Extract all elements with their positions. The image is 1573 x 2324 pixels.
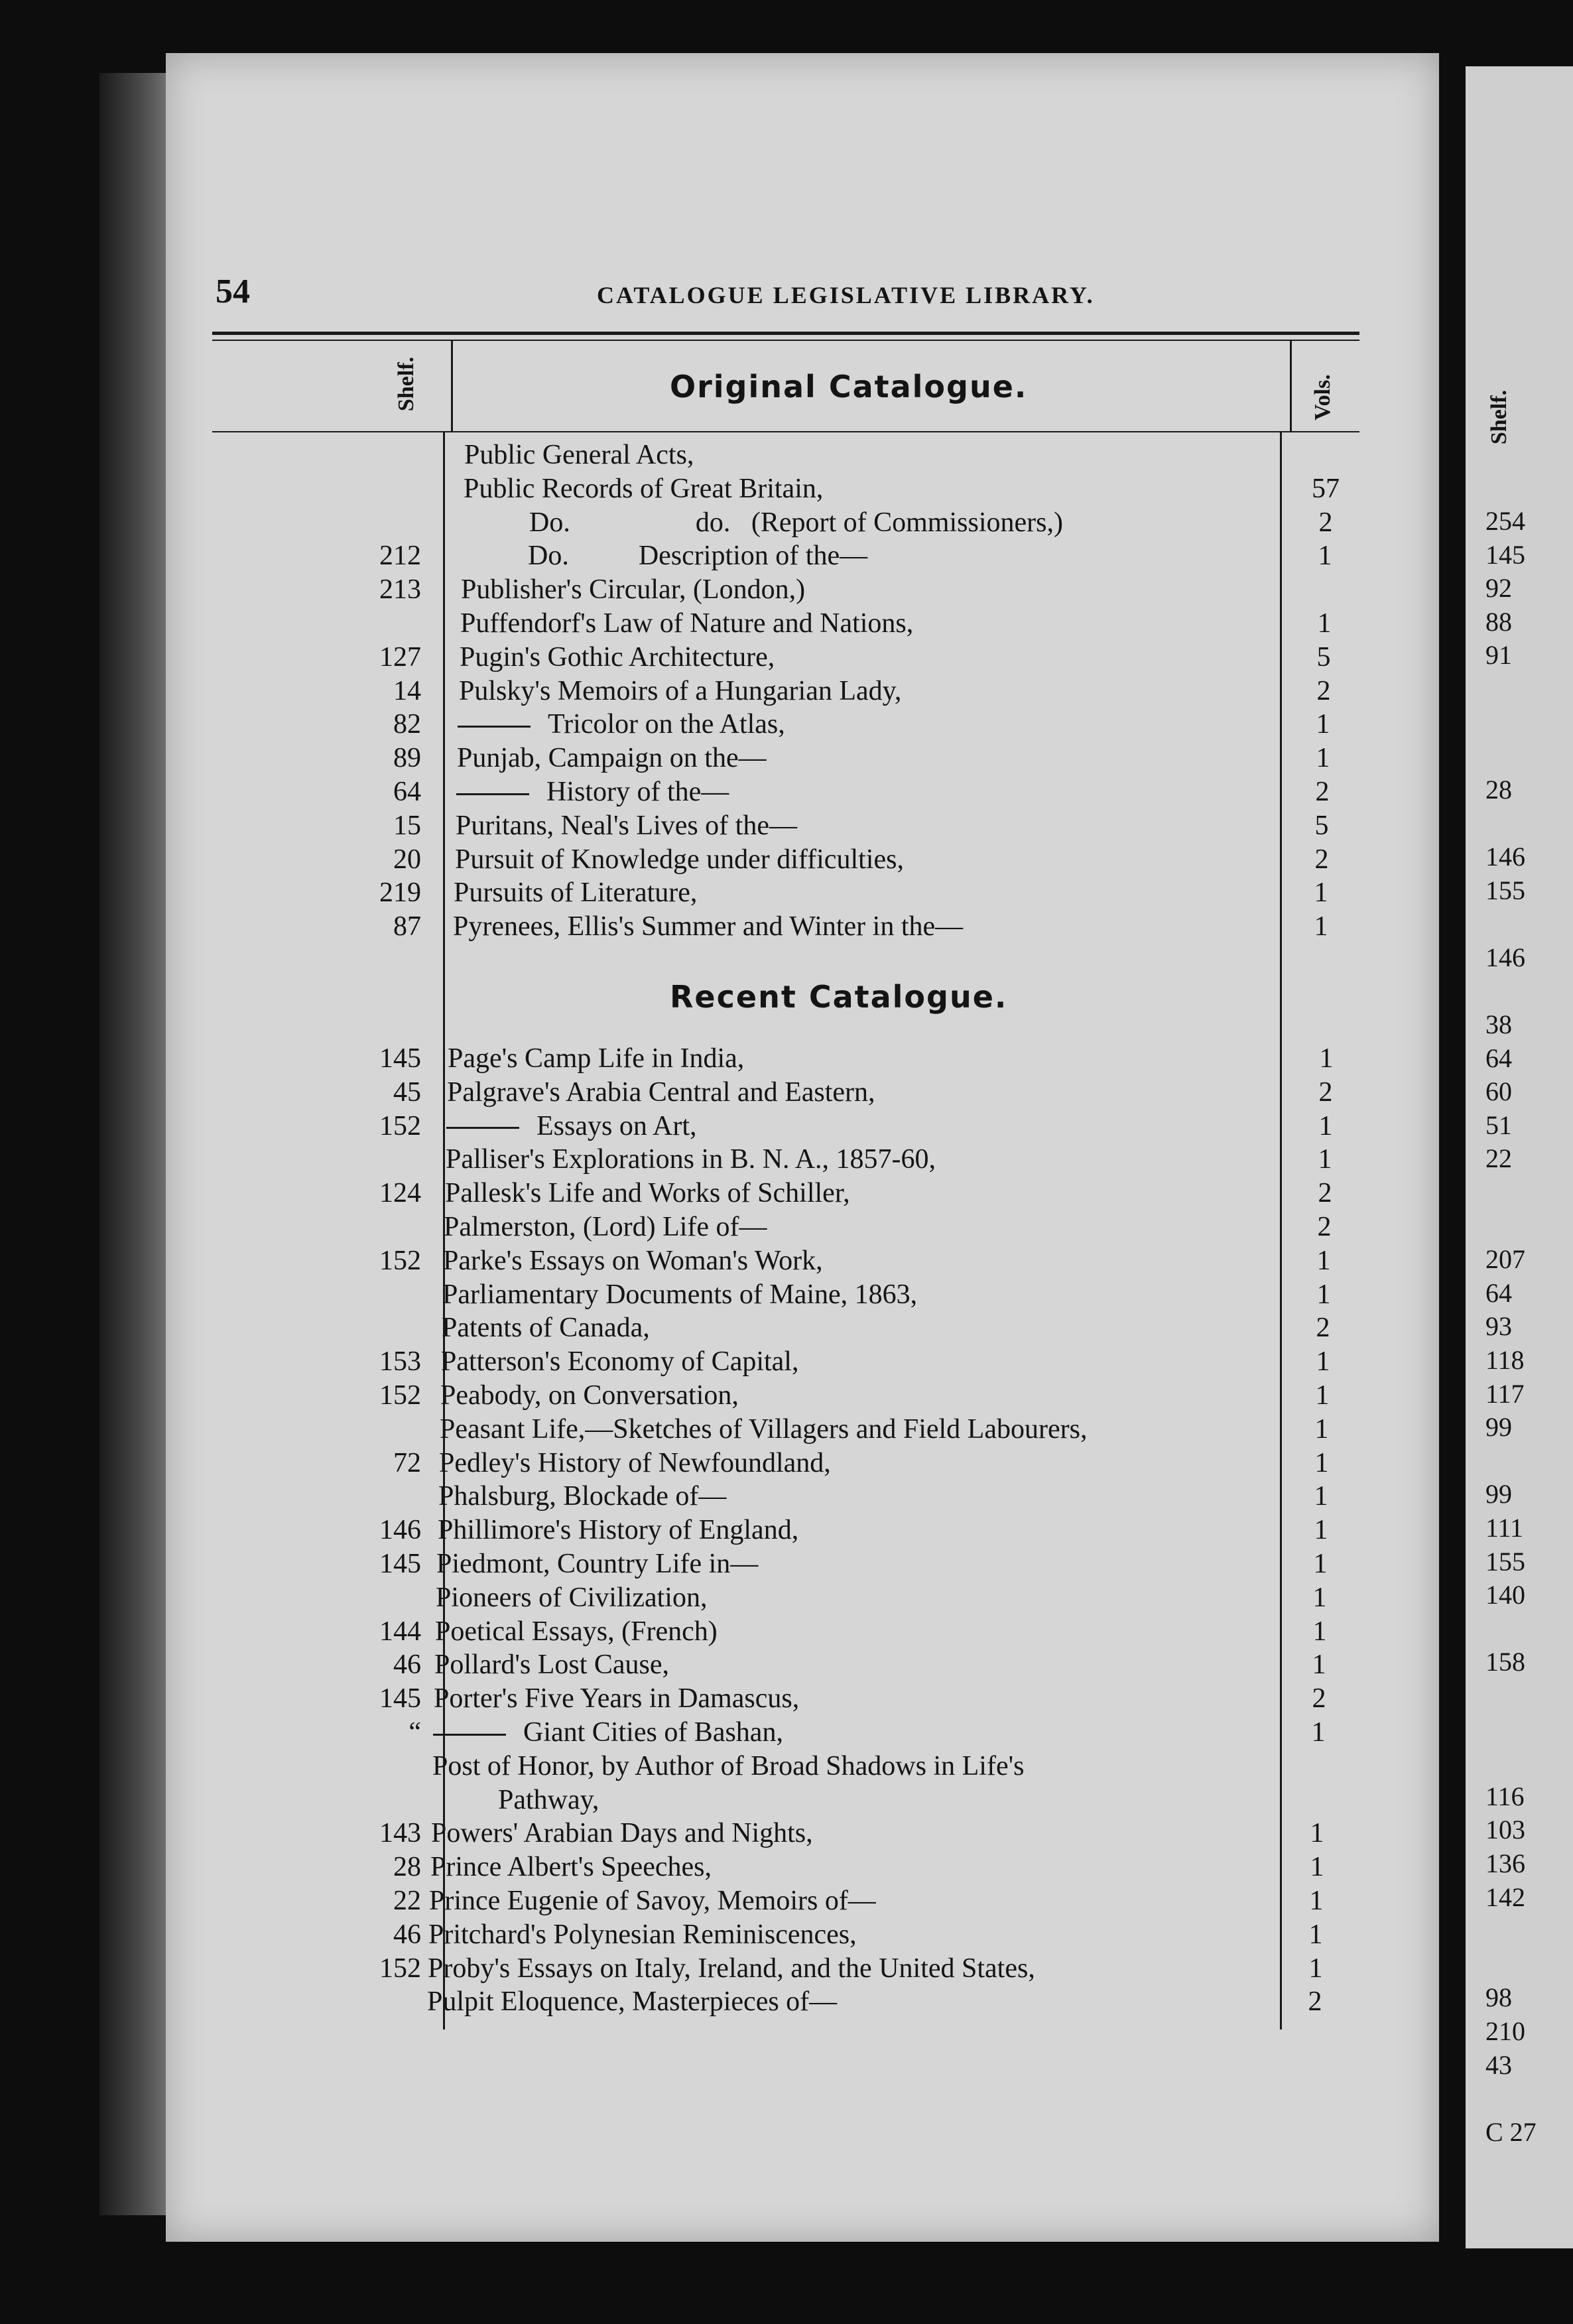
entry-volumes: 1: [1314, 911, 1328, 942]
facing-page-shelf-number: 155: [1485, 1546, 1525, 1577]
catalogue-entry: [0, 1783, 1393, 1817]
catalogue-entry: [0, 1412, 1393, 1447]
facing-page-shelf-number: 99: [1485, 1412, 1512, 1443]
entry-title-text: Pallesk's Life and Works of Schiller,: [445, 1178, 850, 1209]
facing-page-shelf-number: 43: [1485, 2049, 1512, 2080]
catalogue-entry: [0, 1850, 1393, 1884]
catalogue-entry: [0, 1142, 1393, 1177]
catalogue-entry: [0, 1951, 1393, 1986]
entry-title: [461, 572, 805, 607]
facing-page-shelf-number: 88: [1485, 606, 1512, 637]
catalogue-entry: [0, 572, 1393, 607]
entry-shelf-number: 143: [379, 1818, 421, 1849]
facing-page-shelf-number: 142: [1485, 1882, 1525, 1912]
entry-title-text: Powers' Arabian Days and Nights,: [431, 1818, 813, 1849]
header-rule-top: [212, 332, 1359, 335]
entry-title-text: Pioneers of Civilization,: [436, 1582, 708, 1613]
entry-title-text: Do. do. (Report of Commissioners,): [529, 507, 1063, 538]
entry-title-text: Patterson's Economy of Capital,: [441, 1346, 799, 1378]
entry-title: [447, 1075, 875, 1110]
facing-page-shelf-number: 158: [1485, 1647, 1525, 1677]
entry-volumes: 5: [1316, 641, 1331, 673]
entry-volumes: 1: [1314, 1515, 1328, 1546]
entry-title-text: Proby's Essays on Italy, Ireland, and the United States,: [428, 1953, 1035, 1984]
entry-title: [440, 1412, 1087, 1447]
entry-title-text: Tricolor on the Atlas,: [548, 709, 785, 740]
entry-title-text: Patents of Canada,: [442, 1313, 650, 1344]
facing-page-shelf-number: 254: [1485, 506, 1525, 536]
catalogue-entry: [0, 1311, 1393, 1345]
facing-page-shelf-label: Shelf.: [1487, 389, 1512, 445]
catalogue-entry: [0, 1984, 1393, 2019]
catalogue-entry: [0, 842, 1393, 877]
entry-title-text: Piedmont, Country Life in—: [436, 1549, 759, 1579]
entry-volumes: 1: [1315, 1380, 1330, 1411]
entry-title-text: Prince Albert's Speeches,: [430, 1852, 712, 1883]
entry-title-text: Puffendorf's Law of Nature and Nations,: [460, 608, 914, 639]
entry-title: [435, 1614, 718, 1649]
facing-page-shelf-number: 146: [1485, 942, 1525, 972]
entry-title-text: Puritans, Neal's Lives of the—: [456, 810, 797, 841]
entry-volumes: 1: [1311, 1717, 1326, 1748]
catalogue-entry: [0, 1075, 1393, 1110]
entry-volumes: 1: [1317, 608, 1332, 639]
entry-title: [432, 1749, 1025, 1783]
entry-shelf-number: 212: [379, 541, 421, 572]
entry-shelf-number: 87: [393, 911, 421, 942]
entry-title-text: Parke's Essays on Woman's Work,: [443, 1245, 823, 1276]
entry-volumes: 1: [1316, 743, 1330, 774]
entry-title-text: Pulpit Eloquence, Masterpieces of—: [427, 1986, 838, 2018]
entry-title-text: Pedley's History of Newfoundland,: [439, 1447, 831, 1478]
facing-page-shelf-number: 51: [1485, 1110, 1512, 1140]
facing-page-shelf-number: 140: [1485, 1580, 1525, 1610]
entry-title-text: Punjab, Campaign on the—: [457, 743, 767, 774]
catalogue-entry: [0, 1884, 1393, 1918]
entry-title: [427, 1984, 837, 2019]
entry-title-text: Page's Camp Life in India,: [448, 1043, 745, 1074]
entry-shelf-number: 22: [393, 1886, 421, 1916]
entry-title: [446, 1109, 697, 1143]
catalogue-entry: [0, 1041, 1393, 1076]
catalogue-entry: [0, 1479, 1393, 1514]
catalogue-entry: [0, 505, 1393, 540]
entry-volumes: 1: [1319, 1043, 1334, 1074]
catalogue-entry: [0, 674, 1393, 708]
entry-title-text: Do. Description of the—: [528, 541, 868, 572]
running-title: CATALOGUE LEGISLATIVE LIBRARY.: [597, 282, 1095, 308]
catalogue-entry: [0, 640, 1393, 675]
entry-title: [442, 1311, 650, 1345]
entry-volumes: 1: [1316, 1245, 1331, 1276]
facing-page-shelf-number: 64: [1485, 1043, 1512, 1073]
facing-page-shelf-number: 207: [1485, 1244, 1525, 1275]
entry-volumes: 2: [1316, 1313, 1330, 1344]
entry-volumes: 1: [1316, 1346, 1330, 1378]
facing-page-shelf-number: 38: [1485, 1009, 1512, 1039]
catalogue-entry: [0, 438, 1393, 472]
facing-page-shelf-number: 210: [1485, 2016, 1525, 2046]
entry-volumes: 2: [1318, 507, 1333, 538]
entry-title: [440, 1378, 739, 1413]
entry-volumes: 1: [1312, 1582, 1327, 1613]
entry-title: [458, 707, 785, 742]
section-title-recent: Recent Catalogue.: [670, 979, 1008, 1015]
catalogue-entry: [0, 1378, 1393, 1413]
ditto-dash: [446, 1127, 519, 1129]
entry-title: [436, 1547, 758, 1581]
entry-shelf-number: 64: [393, 777, 421, 807]
entry-shelf-number: 146: [379, 1515, 421, 1546]
entry-title: [446, 1142, 936, 1177]
catalogue-entry: [0, 1581, 1393, 1615]
catalogue-entry: [0, 808, 1393, 843]
entry-volumes: 1: [1310, 1818, 1324, 1849]
entry-title: [438, 1513, 798, 1547]
entry-title: [434, 1647, 669, 1682]
entry-shelf-number: 45: [393, 1076, 421, 1108]
catalogue-entry: [0, 539, 1393, 573]
entry-volumes: 1: [1314, 1481, 1328, 1512]
entry-title-text: Pugin's Gothic Architecture,: [460, 641, 775, 673]
entry-volumes: 1: [1314, 1447, 1329, 1478]
entry-title: [464, 438, 694, 472]
entry-title: [464, 472, 823, 506]
entry-title: [445, 1176, 850, 1210]
facing-page-shelf-number: 93: [1485, 1311, 1512, 1342]
entry-volumes: 2: [1316, 675, 1331, 706]
entry-shelf-number: 72: [393, 1447, 421, 1478]
facing-page-shelf-number: 99: [1485, 1479, 1512, 1510]
entry-title-text: Prince Eugenie of Savoy, Memoirs of—: [429, 1886, 876, 1916]
entry-title-text: Pulsky's Memoirs of a Hungarian Lady,: [459, 675, 902, 706]
facing-page-shelf-number: 111: [1485, 1513, 1524, 1543]
catalogue-entry: [0, 1614, 1393, 1649]
entry-title: [455, 842, 904, 877]
entry-shelf-number: 46: [393, 1919, 421, 1950]
header-rule-bottom: [212, 431, 1359, 432]
entry-shelf-number: 145: [379, 1549, 421, 1579]
entry-title-text: Parliamentary Documents of Maine, 1863,: [442, 1279, 918, 1310]
entry-shelf-number: 20: [393, 844, 421, 875]
entry-title-text: Essays on Art,: [536, 1110, 697, 1141]
catalogue-entry: [0, 1277, 1393, 1312]
facing-page-shelf-number: 117: [1485, 1378, 1525, 1409]
entry-title: [429, 1884, 876, 1918]
entry-shelf-number: 153: [379, 1346, 421, 1378]
catalogue-entry: [0, 707, 1393, 742]
entry-shelf-number: 152: [379, 1110, 421, 1141]
entry-volumes: 2: [1308, 1986, 1322, 2018]
facing-page-shelf-number: 64: [1485, 1277, 1512, 1308]
facing-page-shelf-number: 145: [1485, 539, 1525, 570]
facing-page-shelf-number: 116: [1485, 1781, 1525, 1811]
facing-page-shelf-number: C 27: [1485, 2116, 1537, 2147]
entry-title: [460, 640, 775, 675]
entry-title: [456, 808, 797, 843]
facing-page-shelf-number: 60: [1485, 1076, 1512, 1107]
entry-volumes: 1: [1308, 1953, 1323, 1984]
entry-title-text: Peasant Life,—Sketches of Villagers and Field Labourers,: [440, 1413, 1088, 1445]
catalogue-entry: [0, 741, 1393, 775]
facing-page-fragment: [1466, 66, 1573, 2248]
catalogue-entry: [0, 1176, 1393, 1210]
entry-shelf-number: 152: [379, 1245, 421, 1276]
entry-title: [453, 909, 963, 944]
entry-volumes: 1: [1318, 1110, 1333, 1141]
entry-title-text: Phillimore's History of England,: [438, 1515, 799, 1546]
catalogue-entry: [0, 1513, 1393, 1547]
entry-title: [434, 1681, 799, 1716]
shelf-column-label: Shelf.: [394, 356, 419, 412]
entry-title-text: Pollard's Lost Cause,: [434, 1649, 670, 1681]
facing-page-shelf-number: 155: [1485, 875, 1525, 905]
facing-page-shelf-number: 92: [1485, 573, 1512, 604]
entry-shelf-number: 144: [379, 1616, 421, 1647]
entry-shelf-number: 219: [379, 877, 421, 909]
entry-volumes: 5: [1314, 810, 1329, 841]
entry-title-text: Phalsburg, Blockade of—: [438, 1481, 727, 1512]
entry-title: [528, 539, 867, 573]
ditto-dash: [458, 726, 531, 728]
entry-volumes: 1: [1314, 1413, 1329, 1445]
entry-title: [529, 505, 1063, 540]
facing-page-shelf-number: 103: [1485, 1815, 1525, 1845]
entry-title: [498, 1783, 599, 1817]
entry-shelf-number: 213: [379, 574, 421, 606]
ditto-dash: [456, 793, 529, 795]
entry-shelf-number: 89: [393, 743, 421, 774]
entry-volumes: 2: [1318, 1076, 1333, 1108]
catalogue-entry: [0, 1244, 1393, 1278]
entry-title: [456, 775, 729, 809]
entry-title: [438, 1479, 726, 1514]
header-rule-top-thin: [212, 340, 1359, 341]
entry-title: [436, 1581, 707, 1615]
entry-volumes: 1: [1310, 1852, 1324, 1883]
entry-title-text: Pursuits of Literature,: [454, 877, 698, 909]
entry-title-text: Pritchard's Polynesian Reminiscences,: [428, 1919, 857, 1950]
entry-volumes: 1: [1312, 1616, 1327, 1647]
entry-title-text: Palliser's Explorations in B. N. A., 1857-60,: [446, 1144, 936, 1175]
facing-page-shelf-number: 91: [1485, 640, 1512, 671]
shelf-column-divider-header: [451, 340, 453, 432]
entry-title: [428, 1951, 1035, 1986]
entry-title: [433, 1715, 783, 1750]
catalogue-entry: [0, 875, 1393, 910]
catalogue-entry: [0, 1816, 1393, 1850]
entry-title: [431, 1816, 813, 1850]
catalogue-entry: [0, 1749, 1393, 1783]
catalogue-entry: [0, 1647, 1393, 1682]
entry-volumes: 1: [1314, 877, 1328, 909]
ditto-dash: [433, 1734, 506, 1736]
entry-title: [448, 1041, 744, 1076]
entry-title-text: Post of Honor, by Author of Broad Shadows in Life's: [432, 1750, 1025, 1781]
entry-shelf-number: 82: [393, 709, 421, 740]
entry-shelf-number: 28: [393, 1852, 421, 1883]
entry-volumes: 2: [1312, 1683, 1326, 1714]
entry-title: [430, 1850, 712, 1884]
entry-title-text: Public Records of Great Britain,: [464, 473, 824, 504]
entry-shelf-number: 145: [379, 1683, 421, 1714]
entry-shelf-number: 127: [379, 641, 421, 673]
facing-page-shelf-number: 136: [1485, 1848, 1525, 1878]
entry-title-text: Publisher's Circular, (London,): [461, 574, 806, 606]
entry-shelf-number: 14: [393, 675, 421, 706]
catalogue-entry: [0, 1917, 1393, 1952]
catalogue-entry: [0, 472, 1393, 506]
facing-page-shelf-number: 28: [1485, 774, 1512, 805]
catalogue-entry: [0, 775, 1393, 809]
entry-volumes: 1: [1316, 1279, 1331, 1310]
entry-title: [443, 1244, 823, 1278]
entry-volumes: 2: [1314, 844, 1329, 875]
page-number: 54: [216, 273, 250, 310]
catalogue-entry: [0, 1715, 1393, 1750]
entry-title: [442, 1277, 917, 1312]
vols-column-label: Vols.: [1310, 374, 1335, 420]
catalogue-entry: [0, 1344, 1393, 1379]
entry-shelf-number: “: [409, 1717, 421, 1748]
entry-shelf-number: 46: [393, 1649, 421, 1681]
entry-title: [459, 674, 901, 708]
catalogue-entry: [0, 1109, 1393, 1143]
entry-volumes: 1: [1309, 1886, 1324, 1916]
facing-page-shelf-number: 118: [1485, 1345, 1525, 1375]
facing-page-shelf-number: 98: [1485, 1982, 1512, 2013]
entry-title: [457, 741, 767, 775]
catalogue-entry: [0, 1210, 1393, 1244]
entry-shelf-number: 145: [379, 1043, 421, 1074]
entry-title: [439, 1446, 831, 1480]
entry-title: [454, 875, 697, 910]
entry-title-text: History of the—: [546, 777, 729, 807]
entry-shelf-number: 152: [379, 1380, 421, 1411]
entry-title-text: Giant Cities of Bashan,: [523, 1717, 783, 1748]
entry-volumes: 1: [1312, 1649, 1326, 1681]
entry-volumes: 2: [1315, 777, 1330, 807]
catalogue-entry: [0, 1547, 1393, 1581]
entry-volumes: 57: [1312, 473, 1340, 504]
entry-volumes: 2: [1317, 1212, 1332, 1242]
entry-title-text: Pathway,: [498, 1784, 599, 1815]
facing-page-shelf-number: 146: [1485, 842, 1525, 871]
facing-page-shelf-number: 22: [1485, 1143, 1512, 1174]
entry-title-text: Palgrave's Arabia Central and Eastern,: [447, 1076, 875, 1108]
entry-shelf-number: 152: [379, 1953, 421, 1984]
entry-title-text: Pursuit of Knowledge under difficulties,: [455, 844, 904, 875]
entry-volumes: 2: [1318, 1178, 1332, 1209]
entry-volumes: 1: [1318, 1144, 1332, 1175]
entry-title: [441, 1344, 798, 1379]
entry-title-text: Public General Acts,: [464, 440, 694, 470]
running-head: [0, 272, 1573, 312]
entry-shelf-number: 15: [393, 810, 421, 841]
entry-title-text: Peabody, on Conversation,: [440, 1380, 739, 1411]
entry-title: [428, 1917, 857, 1952]
catalogue-entry: [0, 1446, 1393, 1480]
entry-volumes: 1: [1318, 541, 1332, 572]
entry-volumes: 1: [1308, 1919, 1323, 1950]
entry-title-text: Porter's Five Years in Damascus,: [434, 1683, 800, 1714]
entry-volumes: 1: [1316, 709, 1330, 740]
section-title-original: Original Catalogue.: [670, 369, 1028, 405]
entry-title-text: Palmerston, (Lord) Life of—: [444, 1212, 767, 1242]
entry-shelf-number: 124: [379, 1178, 421, 1209]
vols-column-divider-header: [1290, 340, 1292, 432]
catalogue-entry: [0, 606, 1393, 641]
entry-volumes: 1: [1313, 1549, 1328, 1579]
catalogue-entry: [0, 909, 1393, 944]
entry-title-text: Pyrenees, Ellis's Summer and Winter in the—: [453, 911, 964, 942]
entry-title-text: Poetical Essays, (French): [435, 1616, 718, 1647]
catalogue-entry: [0, 1681, 1393, 1716]
entry-title: [460, 606, 913, 641]
entry-title: [444, 1210, 767, 1244]
